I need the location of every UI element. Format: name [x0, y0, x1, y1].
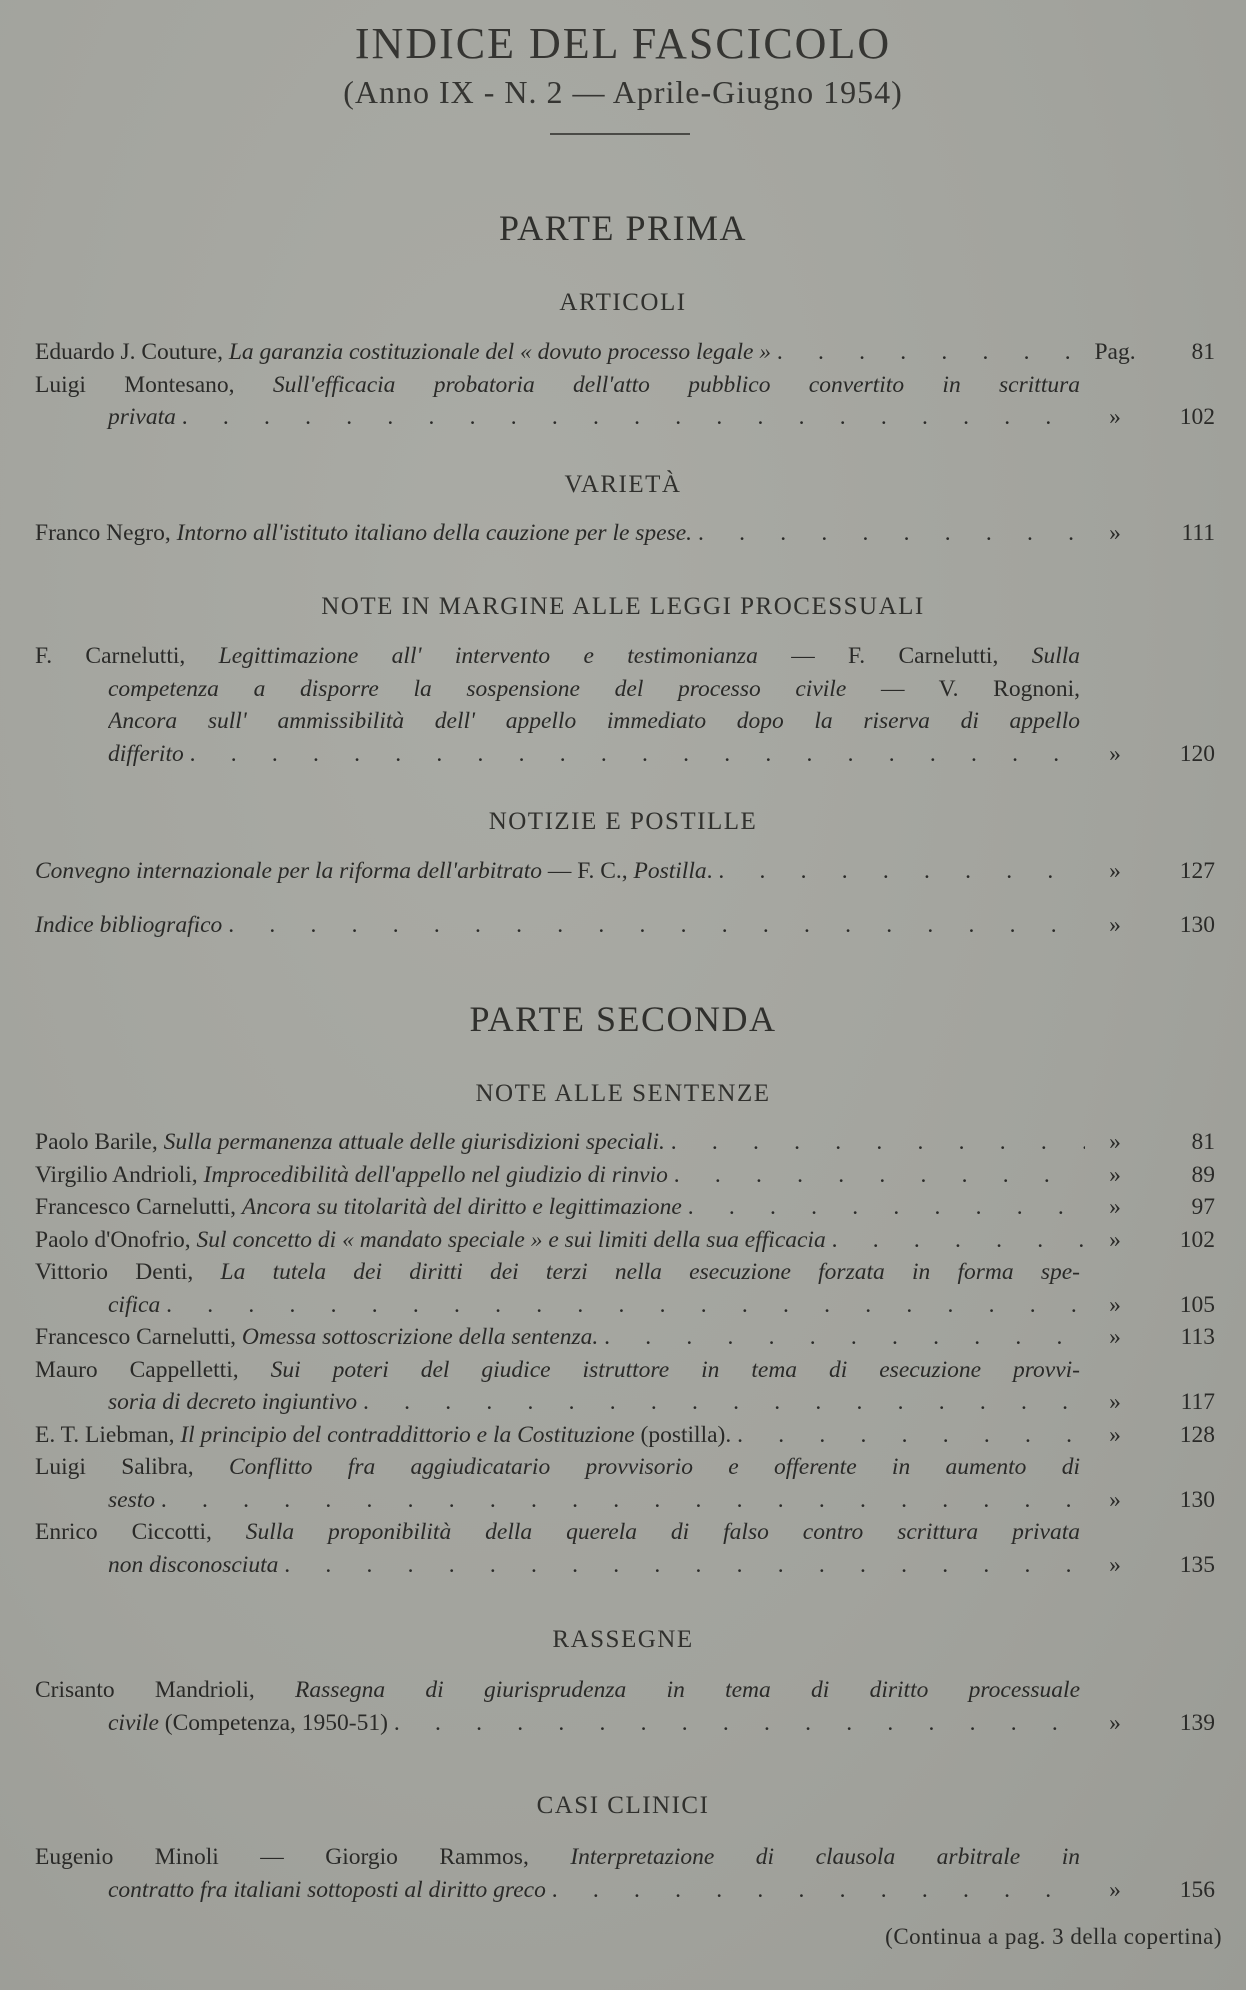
page-number: 89 — [1191, 1161, 1215, 1188]
entry-text — [108, 1707, 388, 1740]
ditto-mark: » — [1109, 520, 1121, 546]
section-casi-clinici — [35, 1841, 1215, 1906]
dot-leader — [668, 1159, 1085, 1192]
dot-leader — [713, 855, 1086, 888]
entry-author-text: Eduardo J. Couture, — [35, 339, 229, 365]
entry-title-text: Ancora su titolarità del diritto e legittimazione — [241, 1194, 682, 1220]
entry-author-text: Vittorio Denti, — [35, 1259, 221, 1285]
entry-author-text: Crisanto Mandrioli, — [35, 1677, 296, 1703]
entry-title-text: Intorno all'istituto italiano della cauzione per le spese. — [176, 520, 693, 546]
entry-line — [35, 855, 1215, 888]
entry-author-text: Eugenio Minoli — Giorgio Rammos, — [35, 1844, 571, 1870]
toc-entry[interactable] — [35, 1419, 1215, 1452]
entry-text — [108, 1549, 278, 1582]
ditto-mark: » — [1109, 740, 1121, 767]
entry-author-text: Franco Negro, — [35, 520, 177, 546]
entry-line — [35, 369, 1080, 402]
toc-entry[interactable] — [35, 1191, 1215, 1224]
entry-title-text: differito — [108, 740, 184, 767]
entry-line — [35, 1224, 1215, 1257]
page-number: 128 — [1179, 1421, 1215, 1448]
entry-line — [108, 1289, 1215, 1322]
entry-title-text: competenza a disporre la sospensione del processo civile — [108, 675, 847, 702]
entry-text — [35, 855, 713, 888]
toc-entry[interactable] — [35, 1841, 1215, 1906]
ditto-mark: » — [1109, 1389, 1121, 1415]
ditto-mark: » — [1109, 911, 1121, 938]
entry-author-text: (postilla). — [634, 1421, 732, 1448]
entry-title-text: Convegno internazionale per la riforma dell'arbitrato — [35, 858, 542, 884]
entry-text — [108, 738, 184, 771]
entry-title-text: non disconosciuta — [108, 1551, 279, 1578]
entry-line — [108, 673, 1080, 706]
section-heading-articoli: ARTICOLI — [559, 289, 687, 316]
entry-line — [35, 1126, 1215, 1159]
entry-title-text: Sulla proponibilità della querela di falso contro scrittura privata — [245, 1519, 1080, 1545]
section-heading-casi-clinici: CASI CLINICI — [536, 1792, 710, 1819]
entry-line — [35, 1354, 1080, 1387]
page-number: 102 — [1179, 1226, 1215, 1253]
toc-entry[interactable] — [35, 1159, 1215, 1192]
entry-author-text: Luigi Montesano, — [35, 371, 273, 398]
entry-line — [35, 1159, 1215, 1192]
dot-leader — [160, 1289, 1085, 1322]
entry-text — [108, 1484, 155, 1517]
entry-line — [35, 517, 1215, 550]
entry-author-text: Francesco Carnelutti, — [35, 1194, 242, 1220]
part-one-title: PARTE PRIMA — [498, 208, 748, 248]
entry-text — [108, 401, 176, 434]
section-heading-note-sentenze: NOTE ALLE SENTENZE — [475, 1080, 771, 1107]
ditto-mark: » — [1109, 1226, 1121, 1253]
section-articoli — [35, 336, 1215, 434]
toc-entry[interactable] — [35, 517, 1215, 550]
entry-text — [108, 1386, 357, 1419]
issue-subtitle: (Anno IX - N. 2 — Aprile-Giugno 1954) — [343, 74, 903, 110]
entry-line — [35, 1419, 1215, 1452]
entry-line — [35, 1321, 1215, 1354]
entry-author-text: — V. Rognoni, — [880, 675, 1080, 702]
section-notizie — [35, 855, 1215, 941]
entry-author-text: Paolo Barile, — [35, 1129, 164, 1155]
entry-line — [108, 1484, 1215, 1517]
entry-line — [35, 640, 1080, 673]
entry-text — [35, 1321, 598, 1354]
entry-author-text: E. T. Liebman, — [35, 1421, 181, 1448]
dot-leader — [598, 1321, 1085, 1354]
toc-entry[interactable] — [35, 1451, 1215, 1516]
entry-author-text: — F. C., — [542, 858, 634, 884]
entry-title-text: Interpretazione di clausola arbitrale in — [570, 1844, 1080, 1870]
ditto-mark: » — [1109, 1324, 1121, 1350]
toc-entry[interactable] — [35, 1321, 1215, 1354]
dot-leader — [176, 401, 1085, 434]
entry-author-text: (Competenza, 1950-51) — [158, 1709, 388, 1736]
entry-title-text: cifica — [108, 1291, 161, 1318]
entry-title-text: Sull'efficacia probatoria dell'atto pubblico convertito in scrittura — [272, 371, 1080, 398]
dot-leader — [692, 517, 1085, 550]
entry-line — [35, 909, 1215, 942]
entry-line — [35, 1451, 1080, 1484]
page-number: 111 — [1181, 520, 1215, 546]
page-number: 127 — [1179, 858, 1215, 884]
entry-title-text: Sulla permanenza attuale delle giurisdizioni speciali. — [163, 1129, 665, 1155]
continuation-note: (Continua a pag. 3 della copertina) — [885, 1924, 1222, 1949]
entry-title-text: Postilla — [633, 858, 707, 884]
dot-leader — [682, 1191, 1085, 1224]
entry-title-text: La tutela dei diritti dei terzi nella esecuzione forzata in forma spe- — [220, 1259, 1080, 1285]
dot-leader — [357, 1386, 1085, 1419]
dot-leader — [184, 738, 1085, 771]
entry-text — [35, 1224, 826, 1257]
entry-title-text: sesto — [108, 1486, 155, 1513]
entry-line — [35, 1256, 1080, 1289]
ditto-mark: » — [1109, 1551, 1121, 1578]
entry-title-text: Improcedibilità dell'appello nel giudizio di rinvio — [203, 1161, 668, 1188]
dot-leader — [155, 1484, 1085, 1517]
ditto-mark: » — [1109, 1129, 1121, 1155]
page-number: 102 — [1179, 404, 1215, 430]
entry-line — [108, 1874, 1215, 1907]
ditto-mark: » — [1109, 1876, 1121, 1903]
entry-author-text: . — [706, 858, 713, 884]
dot-leader — [278, 1549, 1085, 1582]
entry-text — [35, 1419, 731, 1452]
section-heading-note-margine: NOTE IN MARGINE ALLE LEGGI PROCESSUALI — [321, 593, 925, 620]
entry-line — [35, 1674, 1080, 1707]
dot-leader — [731, 1419, 1085, 1452]
entry-text — [35, 909, 222, 942]
entry-title-text: Sulla — [1031, 643, 1080, 669]
entry-title-text: Omessa sottoscrizione della sentenza. — [241, 1324, 599, 1350]
page-number: 81 — [1191, 1129, 1215, 1155]
entry-author-text: Mauro Cappelletti, — [35, 1356, 271, 1383]
page-number: 135 — [1179, 1551, 1215, 1578]
page-number: 113 — [1180, 1324, 1215, 1350]
page-number: 130 — [1179, 1486, 1215, 1513]
entry-line — [108, 705, 1080, 738]
entry-line — [108, 1549, 1215, 1582]
ditto-mark: » — [1109, 404, 1121, 430]
toc-entry[interactable] — [35, 909, 1215, 942]
entry-author-text: Francesco Carnelutti, — [35, 1324, 242, 1350]
section-note-sentenze — [35, 1126, 1215, 1581]
entry-author-text: Luigi Salibra, — [35, 1454, 229, 1480]
page-label: Pag. — [1094, 339, 1136, 365]
toc-entry[interactable] — [35, 369, 1215, 434]
section-note-margine — [35, 640, 1215, 770]
entry-text — [108, 1874, 546, 1907]
part-two-title: PARTE SECONDA — [469, 999, 777, 1039]
entry-title-text: Ancora sull' ammissibilità dell' appello immediato dopo la riserva di appello — [108, 708, 1080, 734]
page-number: 97 — [1191, 1194, 1215, 1220]
entry-line — [35, 336, 1215, 369]
section-heading-notizie: NOTIZIE E POSTILLE — [488, 808, 758, 835]
dot-leader — [546, 1874, 1085, 1907]
toc-entry[interactable] — [35, 640, 1215, 770]
toc-entry[interactable] — [35, 1256, 1215, 1321]
dot-leader — [771, 336, 1085, 369]
entry-text — [35, 336, 771, 369]
toc-entry[interactable] — [35, 1674, 1215, 1739]
entry-title-text: Il principio del contraddittorio e la Costituzione — [180, 1421, 635, 1448]
dot-leader — [826, 1224, 1085, 1257]
entry-line — [108, 1386, 1215, 1419]
title-divider — [550, 133, 690, 135]
toc-entry[interactable] — [35, 1126, 1215, 1159]
page-number: 130 — [1179, 911, 1215, 938]
page-number: 81 — [1191, 339, 1215, 365]
ditto-mark: » — [1109, 1486, 1121, 1513]
index-title: INDICE DEL FASCICOLO — [354, 19, 892, 68]
page-number: 139 — [1179, 1709, 1215, 1736]
dot-leader — [388, 1707, 1085, 1740]
entry-title-text: Sul concetto di « mandato speciale » e sui limiti della sua efficacia — [196, 1226, 826, 1253]
ditto-mark: » — [1109, 858, 1121, 884]
ditto-mark: » — [1109, 1161, 1121, 1188]
page-number: 156 — [1179, 1876, 1215, 1903]
entry-line — [35, 1516, 1080, 1549]
entry-line — [35, 1841, 1080, 1874]
entry-author-text: — F. Carnelutti, — [791, 643, 1032, 669]
section-varieta — [35, 517, 1215, 550]
section-heading-varieta: VARIETÀ — [564, 471, 682, 498]
entry-title-text: contratto fra italiani sottoposti al diritto greco — [108, 1876, 546, 1903]
entry-title-text: Legittimazione all' intervento e testimonianza — [218, 643, 758, 669]
entry-author-text: Paolo d'Onofrio, — [35, 1226, 197, 1253]
entry-author-text: Virgilio Andrioli, — [35, 1161, 204, 1188]
page-number: 105 — [1179, 1291, 1215, 1318]
entry-title-text: La garanzia costituzionale del « dovuto processo legale » — [228, 339, 772, 365]
entry-author-text: F. Carnelutti, — [35, 643, 219, 669]
entry-line — [35, 1191, 1215, 1224]
toc-entry[interactable] — [35, 855, 1215, 888]
page-number: 117 — [1180, 1389, 1215, 1415]
entry-title-text: Indice bibliografico — [35, 911, 223, 938]
ditto-mark: » — [1109, 1291, 1121, 1318]
entry-text — [35, 1159, 668, 1192]
ditto-mark: » — [1109, 1709, 1121, 1736]
toc-entry[interactable] — [35, 1354, 1215, 1419]
entry-text — [35, 517, 692, 550]
section-rassegne — [35, 1674, 1215, 1739]
entry-title-text: Rassegna di giurisprudenza in tema di diritto processuale — [295, 1677, 1080, 1703]
dot-leader — [665, 1126, 1085, 1159]
entry-title-text: Sui poteri del giudice istruttore in tema di esecuzione provvi- — [270, 1356, 1080, 1383]
toc-entry[interactable] — [35, 1516, 1215, 1581]
ditto-mark: » — [1109, 1421, 1121, 1448]
toc-entry[interactable] — [35, 336, 1215, 369]
page-number: 120 — [1179, 740, 1215, 767]
entry-title-text: civile — [108, 1709, 159, 1736]
entry-text — [35, 1191, 682, 1224]
entry-title-text: privata — [108, 404, 176, 430]
entry-title-text: soria di decreto ingiuntivo — [108, 1389, 358, 1415]
dot-leader — [222, 909, 1085, 942]
entry-text — [108, 1289, 160, 1322]
ditto-mark: » — [1109, 1194, 1121, 1220]
entry-line — [108, 738, 1215, 771]
entry-text — [35, 1126, 665, 1159]
entry-title-text: Conflitto fra aggiudicatario provvisorio e offerente in aumento di — [228, 1454, 1080, 1480]
entry-line — [108, 401, 1215, 434]
toc-entry[interactable] — [35, 1224, 1215, 1257]
entry-author-text: Enrico Ciccotti, — [35, 1519, 246, 1545]
section-heading-rassegne: RASSEGNE — [552, 1626, 694, 1653]
entry-line — [108, 1707, 1215, 1740]
